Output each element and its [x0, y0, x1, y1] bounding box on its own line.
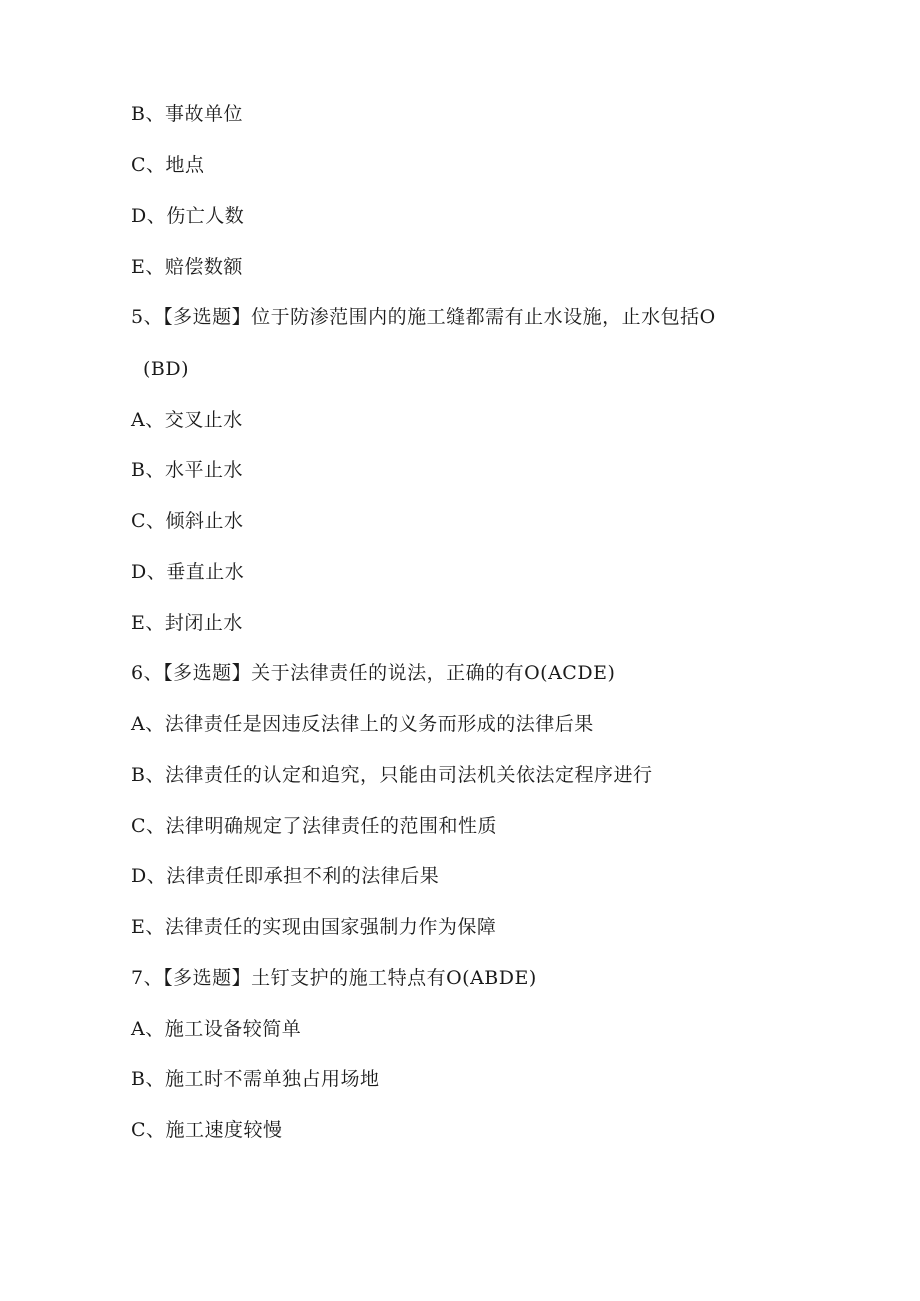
option-e: E、法律责任的实现由国家强制力作为保障: [131, 916, 497, 938]
question-7: 7、【多选题】土钉支护的施工特点有O(ABDE): [131, 967, 537, 989]
option-b: B、水平止水: [131, 459, 243, 481]
question-5: 5、【多选题】位于防渗范围内的施工缝都需有止水设施，止水包括O: [131, 306, 716, 328]
option-b: B、施工时不需单独占用场地: [131, 1068, 380, 1090]
option-c: C、法律明确规定了法律责任的范围和性质: [131, 815, 498, 837]
option-c: C、地点: [131, 154, 205, 176]
option-a: A、施工设备较简单: [131, 1018, 302, 1040]
question-5-answer: (BD): [143, 358, 190, 380]
option-e: E、封闭止水: [131, 612, 243, 634]
option-a: A、法律责任是因违反法律上的义务而形成的法律后果: [131, 713, 594, 735]
option-d: D、法律责任即承担不利的法律后果: [131, 865, 440, 887]
option-c: C、倾斜止水: [131, 510, 244, 532]
option-e: E、赔偿数额: [131, 256, 243, 278]
option-b: B、事故单位: [131, 103, 243, 125]
option-c: C、施工速度较慢: [131, 1119, 283, 1141]
option-d: D、伤亡人数: [131, 205, 245, 227]
option-b: B、法律责任的认定和追究，只能由司法机关依法定程序进行: [131, 764, 653, 786]
option-d: D、垂直止水: [131, 561, 245, 583]
option-a: A、交叉止水: [131, 409, 243, 431]
question-6: 6、【多选题】关于法律责任的说法，正确的有O(ACDE): [131, 662, 616, 684]
